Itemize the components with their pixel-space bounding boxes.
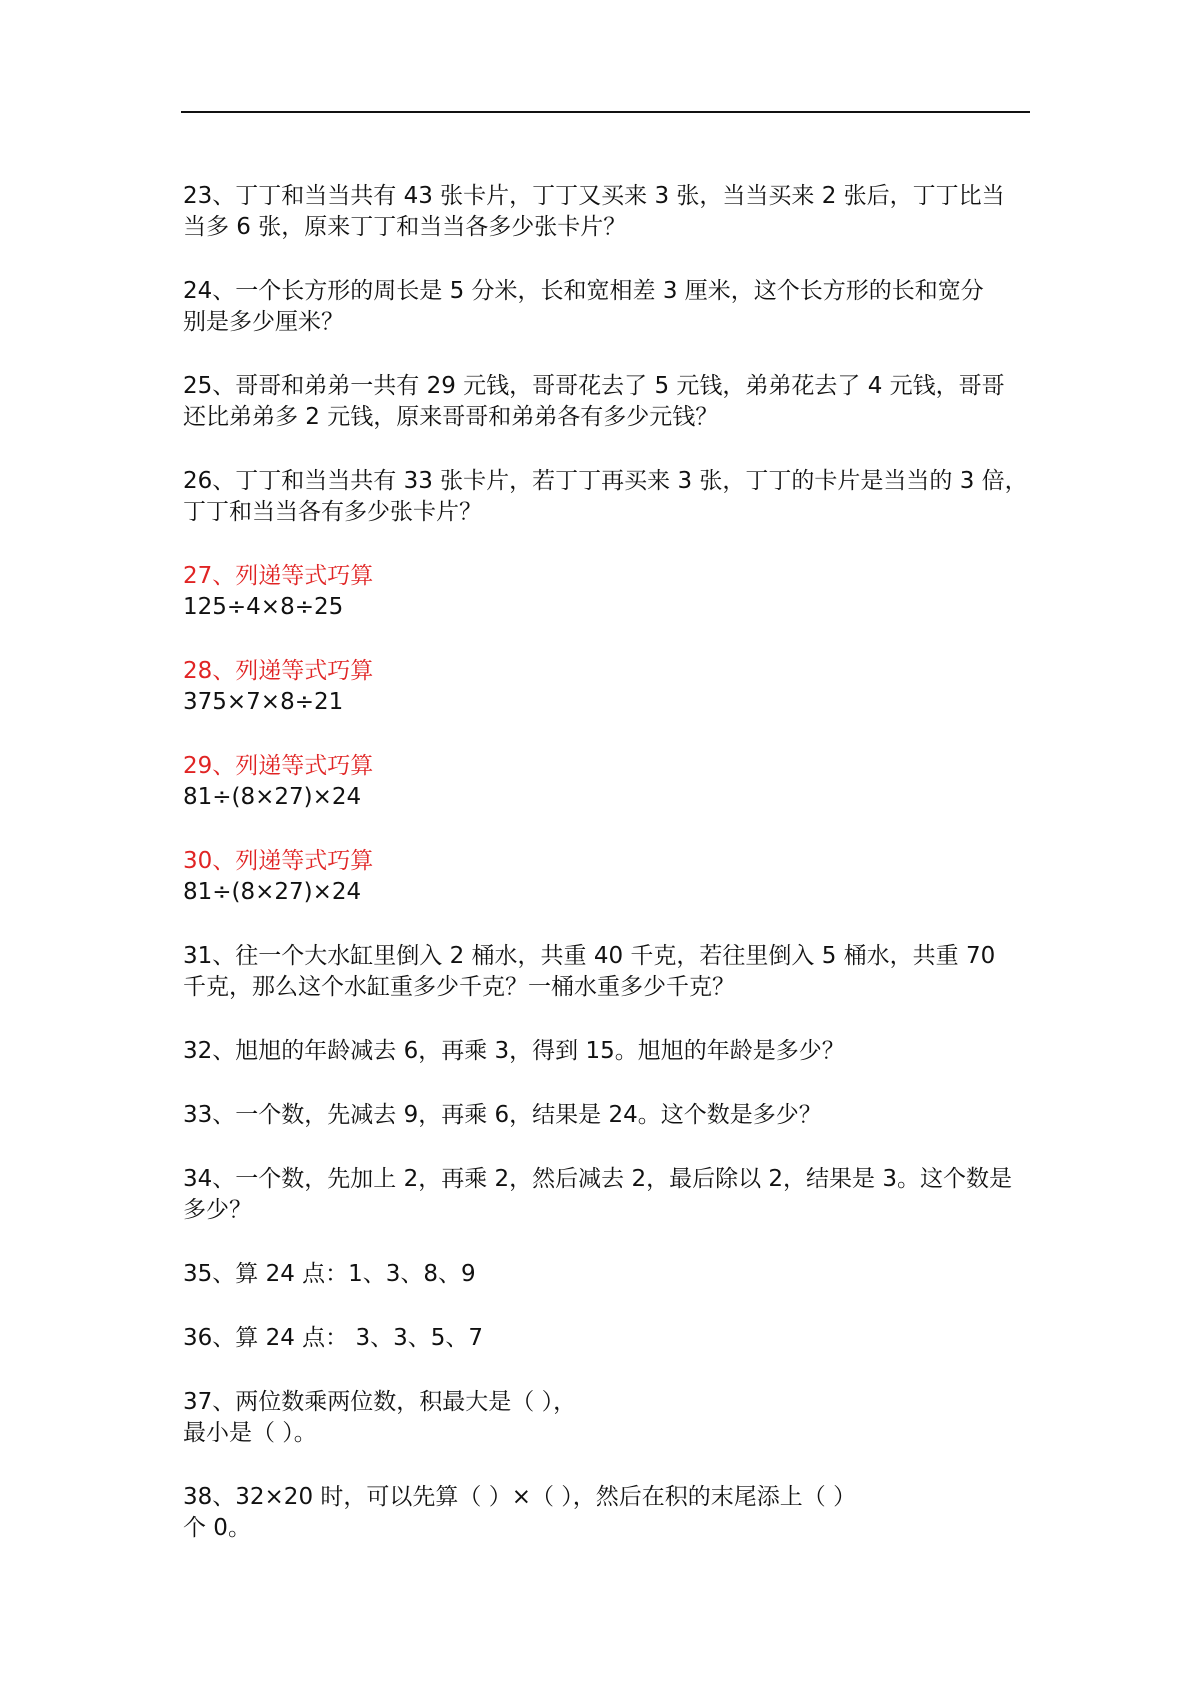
question-text: 26、丁丁和当当共有 33 张卡片，若丁丁再买来 3 张，丁丁的卡片是当当的 3 倍， xyxy=(183,468,1028,494)
question-23 xyxy=(183,181,1033,243)
question-34 xyxy=(183,1164,1033,1226)
question-text: 还比弟弟多 2 元钱，原来哥哥和弟弟各有多少元钱？ xyxy=(183,404,719,430)
question-32 xyxy=(183,1036,1033,1067)
question-33 xyxy=(183,1100,1033,1131)
question-text: 最小是（ ）。 xyxy=(183,1420,317,1446)
question-title: 29、列递等式巧算 xyxy=(183,753,374,779)
question-title: 28、列递等式巧算 xyxy=(183,658,374,684)
expression: 81÷(8×27)×24 xyxy=(183,879,362,905)
question-title: 30、列递等式巧算 xyxy=(183,848,374,874)
question-25 xyxy=(183,371,1033,433)
question-text: 37、两位数乘两位数，积最大是（ ）， xyxy=(183,1389,577,1415)
question-list xyxy=(183,181,1033,1577)
question-text: 33、一个数，先减去 9，再乘 6，结果是 24。这个数是多少？ xyxy=(183,1102,822,1128)
question-text: 24、一个长方形的周长是 5 分米，长和宽相差 3 厘米，这个长方形的长和宽分 xyxy=(183,278,984,304)
question-28 xyxy=(183,656,1033,718)
question-35 xyxy=(183,1259,1033,1290)
question-text: 36、算 24 点： 3、3、5、7 xyxy=(183,1325,483,1351)
question-38 xyxy=(183,1482,1033,1544)
question-30 xyxy=(183,846,1033,908)
question-37 xyxy=(183,1387,1033,1449)
question-text: 个 0。 xyxy=(183,1515,251,1541)
question-text: 别是多少厘米？ xyxy=(183,309,344,335)
question-36 xyxy=(183,1323,1033,1354)
question-text: 34、一个数，先加上 2，再乘 2，然后减去 2，最后除以 2，结果是 3。这个数是 xyxy=(183,1166,1012,1192)
expression: 81÷(8×27)×24 xyxy=(183,784,362,810)
question-text: 丁丁和当当各有多少张卡片？ xyxy=(183,499,482,525)
question-text: 35、算 24 点：1、3、8、9 xyxy=(183,1261,476,1287)
question-text: 38、32×20 时，可以先算（ ）×（ ），然后在积的末尾添上（ ） xyxy=(183,1484,857,1510)
expression: 375×7×8÷21 xyxy=(183,689,344,715)
question-text: 当多 6 张，原来丁丁和当当各多少张卡片？ xyxy=(183,214,627,240)
question-text: 25、哥哥和弟弟一共有 29 元钱，哥哥花去了 5 元钱，弟弟花去了 4 元钱，哥哥 xyxy=(183,373,1005,399)
question-29 xyxy=(183,751,1033,813)
question-26 xyxy=(183,466,1033,528)
question-title: 27、列递等式巧算 xyxy=(183,563,374,589)
question-27 xyxy=(183,561,1033,623)
question-text: 31、往一个大水缸里倒入 2 桶水，共重 40 千克，若往里倒入 5 桶水，共重 70 xyxy=(183,943,996,969)
expression: 125÷4×8÷25 xyxy=(183,594,344,620)
question-31 xyxy=(183,941,1033,1003)
question-24 xyxy=(183,276,1033,338)
question-text: 千克，那么这个水缸重多少千克？一桶水重多少千克？ xyxy=(183,974,735,1000)
question-text: 23、丁丁和当当共有 43 张卡片，丁丁又买来 3 张，当当买来 2 张后，丁丁比当 xyxy=(183,183,1005,209)
question-text: 32、旭旭的年龄减去 6，再乘 3，得到 15。旭旭的年龄是多少？ xyxy=(183,1038,845,1064)
question-text: 多少？ xyxy=(183,1197,252,1223)
header-rule xyxy=(181,111,1030,113)
